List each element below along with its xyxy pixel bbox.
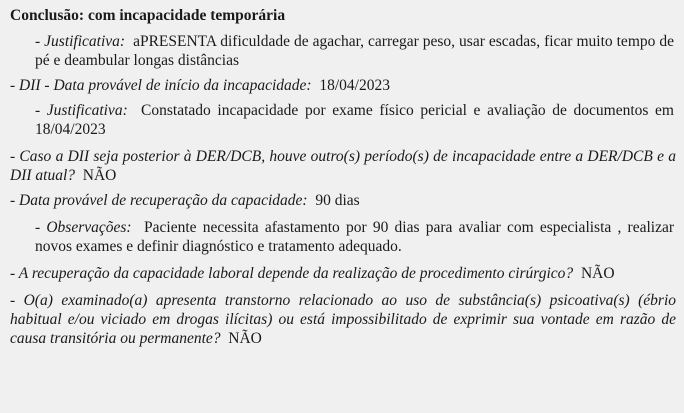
surgery-dependency-paragraph [10, 264, 676, 283]
dii-value: 18/04/2023 [319, 77, 390, 94]
dii-justification-value: Constatado incapacidade por exame físico pericial e avaliação de documentos em 18/04/2023 [35, 102, 674, 138]
observations-paragraph [10, 218, 676, 256]
substance-disorder-label: - O(a) examinado(a) apresenta transtorno relacionado ao uso de substância(s) psicoativa(s) (ébrio habitual e/ou viciado em drogas ilícitas) ou está impossibilitado de exprimir sua vontade em razão de causa transitória ou permanente? [10, 292, 676, 347]
justification-paragraph [10, 32, 676, 70]
substance-disorder-value: NÃO [228, 330, 262, 347]
substance-disorder-paragraph [10, 291, 676, 348]
observations-value: Paciente necessita afastamento por 90 dias para avaliar com especialista , realizar novos exames e definir diagnóstico e tratamento adequado. [35, 219, 675, 255]
dii-label: - DII - Data provável de início da incapacidade: [10, 77, 312, 94]
recovery-date-value: 90 dias [315, 192, 360, 209]
justification-value: aPRESENTA dificuldade de agachar, carregar peso, usar escadas, ficar muito tempo de pé e deambular longas distâncias [35, 33, 674, 69]
prior-incapacity-label: - Caso a DII seja posterior à DER/DCB, houve outro(s) período(s) de incapacidade entre a DER/DCB e a DII atual? [10, 148, 676, 184]
recovery-date-paragraph [10, 191, 676, 210]
dii-justification-label: - Justificativa: [35, 102, 128, 119]
surgery-dependency-label: - A recuperação da capacidade laboral depende da realização de procedimento cirúrgico? [10, 265, 574, 282]
dii-paragraph [10, 76, 676, 95]
prior-incapacity-value: NÃO [82, 167, 117, 184]
observations-label: - Observações: [35, 219, 132, 236]
conclusion-title: Conclusão: com incapacidade temporária [10, 7, 286, 24]
prior-incapacity-paragraph [10, 147, 676, 185]
justification-label: - Justificativa: [35, 33, 126, 50]
surgery-dependency-value: NÃO [580, 265, 615, 282]
dii-justification-paragraph [10, 101, 676, 139]
recovery-date-label: - Data provável de recuperação da capacidade: [10, 192, 308, 209]
